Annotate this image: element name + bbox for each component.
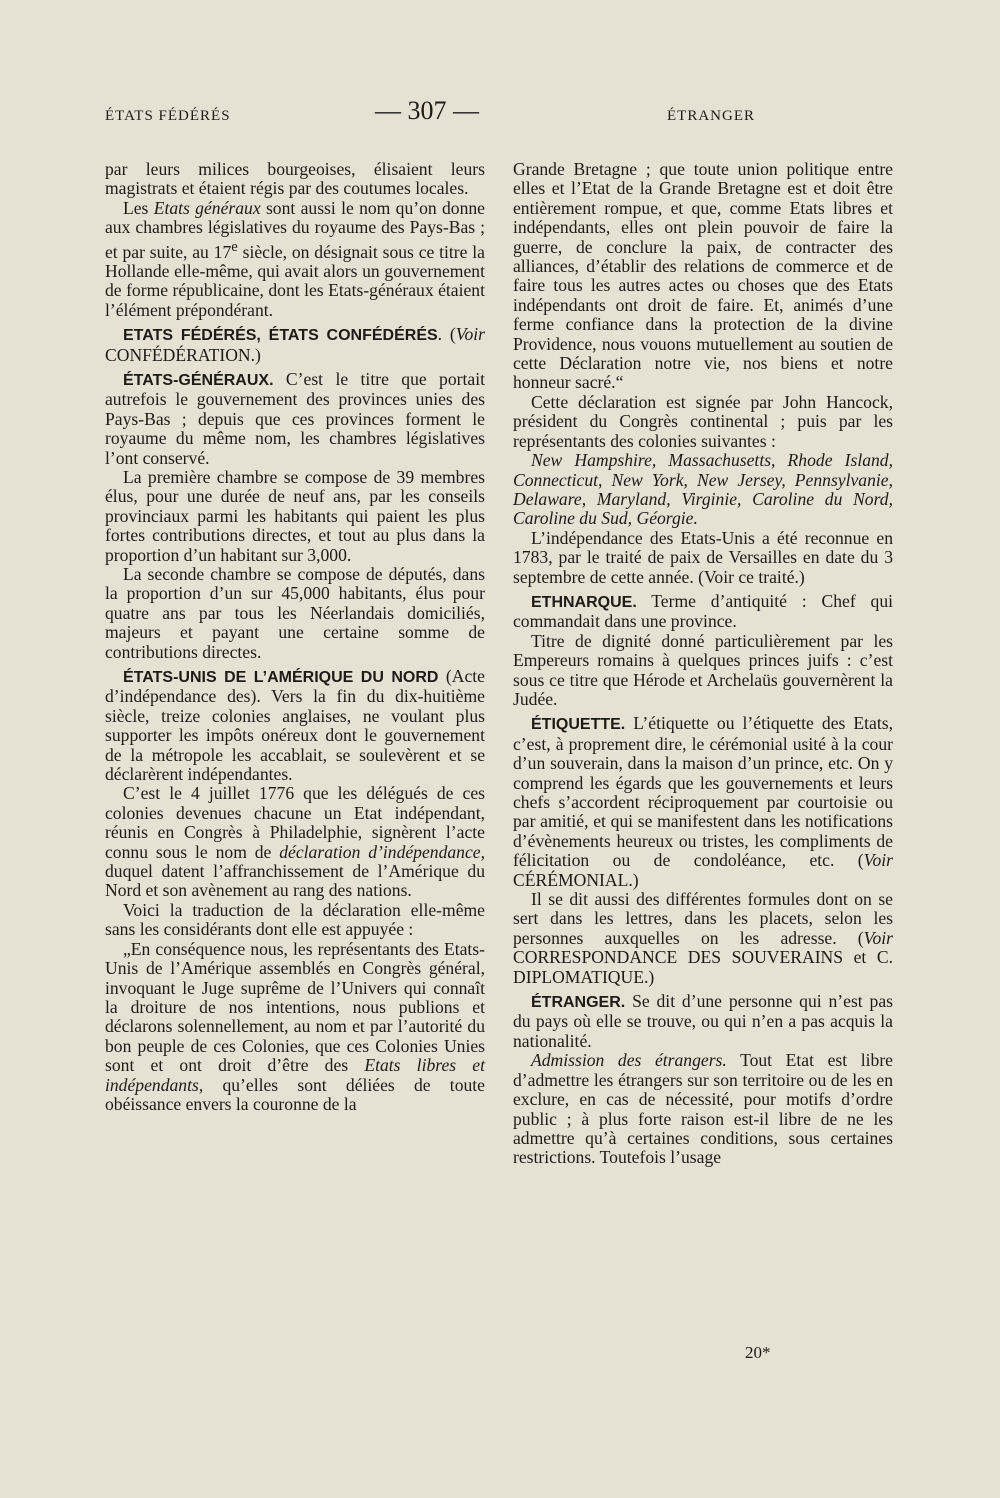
paragraph: La seconde chambre se compose de députés, dans la proportion d’un sur 45,000 habitants, élus pour quatre ans par tous les Néerlandais domiciliés, majeurs et payant une certaine somme de contributions directes.: [105, 563, 485, 662]
entry-etranger: ÉTRANGER. Se dit d’une personne qui n’est pas du pays où elle se trouve, ou qui n’en a pas acquis la nationalité.: [513, 991, 893, 1051]
header-right: ÉTRANGER: [667, 108, 755, 124]
entry-ethnarque: ETHNARQUE. Terme d’antiquité : Chef qui commandait dans une province.: [513, 590, 893, 632]
entry-headword: ETHNARQUE.: [531, 593, 637, 611]
paragraph: L’indépendance des Etats-Unis a été reconnue en 1783, par le traité de paix de Versailles en date du 3 septembre de cette année. (Voir ce traité.): [513, 527, 893, 587]
paragraph: Les Etats généraux sont aussi le nom qu’on donne aux chambres législatives du royaume des Pays-Bas ; et par suite, au 17e siècle, on désignait sous ce titre la Hollande elle-même, qui avait alors un gouvernement de forme républicaine, dont les Etats-généraux étaient l’élément prépondérant.: [105, 197, 485, 320]
left-column: [105, 160, 485, 1114]
entry-etats-federes: ETATS FÉDÉRÉS, ÉTATS CONFÉDÉRÉS. (Voir CONFÉDÉRATION.): [105, 324, 486, 365]
entry-headword: ÉTATS-GÉNÉRAUX.: [123, 371, 274, 389]
entry-etiquette: ÉTIQUETTE. L’étiquette ou l’étiquette des Etats, c’est, à proprement dire, le cérémonial usité à la cour d’un souverain, dans la maison d’un prince, etc. On y comprend les égards que les gouvernements et leurs chefs s’accordent réciproquement par courtoisie ou par amitié, et qui se manifestent dans les notifications d’évènements heureux ou tristes, les compliments de félicitation ou de condoléance, etc. (Voir CÉRÉMONIAL.): [513, 713, 893, 890]
colonies-list: New Hampshire, Massachusetts, Rhode Island, Connecticut, New York, New Jersey, Pennsylvanie, Delaware, Maryland, Virginie, Caroline du Nord, Caroline du Sud, Géorgie.: [513, 450, 893, 529]
paragraph: La première chambre se compose de 39 membres élus, pour une durée de neuf ans, par les conseils provinciaux parmi les habitants qui paient les plus fortes contributions directes, et tout au plus dans la proportion d’un habitant sur 3,000.: [105, 466, 485, 565]
paragraph: C’est le 4 juillet 1776 que les délégués de ces colonies devenues chacune un Etat indépendant, réunis en Congrès à Philadelphie, signèrent l’acte connu sous le nom de déclaration d’indépendance, duquel datent l’affranchissement de l’Amérique du Nord et son avènement au rang des nations.: [105, 783, 485, 901]
paragraph: Voici la traduction de la déclaration elle-même sans les considérants dont elle est appuyée :: [105, 899, 485, 940]
paragraph: par leurs milices bourgeoises, élisaient leurs magistrats et étaient régis par des coutumes locales.: [105, 159, 485, 199]
entry-headword: ÉTRANGER.: [531, 994, 626, 1012]
header-left: ÉTATS FÉDÉRÉS: [105, 108, 231, 124]
entry-headword: ETATS FÉDÉRÉS, ÉTATS CONFÉDÉRÉS: [123, 327, 438, 345]
right-column: [513, 160, 893, 1168]
entry-etats-unis: ÉTATS-UNIS DE L’AMÉRIQUE DU NORD (Acte d’indépendance des). Vers la fin du dix-huitième siècle, treize colonies anglaises, ne voulant plus supporter les impôts onéreux dont le gouvernement de la métropole les accablait, se soulevèrent et se déclarèrent indépendantes.: [105, 666, 485, 785]
entry-headword: ÉTIQUETTE.: [531, 716, 626, 734]
paragraph: Titre de dignité donné particulièrement par les Empereurs romains à quelques princes juifs : c’est sous ce titre que Hérode et Archelaüs gouvernèrent la Judée.: [513, 630, 893, 709]
paragraph: Il se dit aussi des différentes formules dont on se sert dans les lettres, dans les placets, selon les personnes auxquelles on les adresse. (Voir CORRESPONDANCE DES SOUVERAINS et C. DIPLOMATIQUE.): [513, 889, 893, 987]
quotation-continued: Grande Bretagne ; que toute union politique entre elles et l’Etat de la Grande Bretagne est et doit être entièrement rompue, et que, comme Etats libres et indépendants, elles ont plein pouvoir de faire la guerre, de conclure la paix, de contracter des alliances, d’établir des relations de commerce et de faire tous les autres actes ou choses que des Etats indépendants ont droit de faire. Et, animés d’une ferme confiance dans la protection de la divine Providence, nous vouons mutuellement au soutien de cette Déclaration notre vie, nos biens et notre honneur sacré.“: [513, 159, 893, 393]
page-number: — 307 —: [375, 96, 479, 125]
entry-headword: ÉTATS-UNIS DE L’AMÉRIQUE DU NORD: [123, 669, 439, 687]
signature-mark: 20*: [745, 1343, 771, 1362]
paragraph: Admission des étrangers. Tout Etat est libre d’admettre les étrangers sur son territoire ou de les en exclure, en cas de nécessité, pour motifs d’ordre public ; à plus forte raison est-il libre de ne les admettre qu’à certaines conditions, sous certaines restrictions. Toutefois l’usage: [513, 1050, 893, 1168]
entry-etats-generaux: ÉTATS-GÉNÉRAUX. C’est le titre que portait autrefois le gouvernement des provinces unies des Pays-Bas ; depuis que ces provinces forment le royaume du même nom, les chambres législatives l’ont conservé.: [105, 368, 485, 468]
paragraph: Cette déclaration est signée par John Hancock, président du Congrès continental ; puis par les représentants des colonies suivantes :: [513, 391, 893, 451]
quotation: „En conséquence nous, les représentants des Etats-Unis de l’Amérique assemblés en Congrès général, invoquant le Juge suprême de l’Univers qui connaît la droiture de nos intentions, nous publions et déclarons solennellement, au nom et par l’autorité du bon peuple de ces Colonies, que ces Colonies Unies sont et ont droit d’être des Etats libres et indépendants, qu’elles sont déliées de toute obéissance envers la couronne de la: [105, 938, 485, 1114]
running-header: [105, 96, 755, 132]
